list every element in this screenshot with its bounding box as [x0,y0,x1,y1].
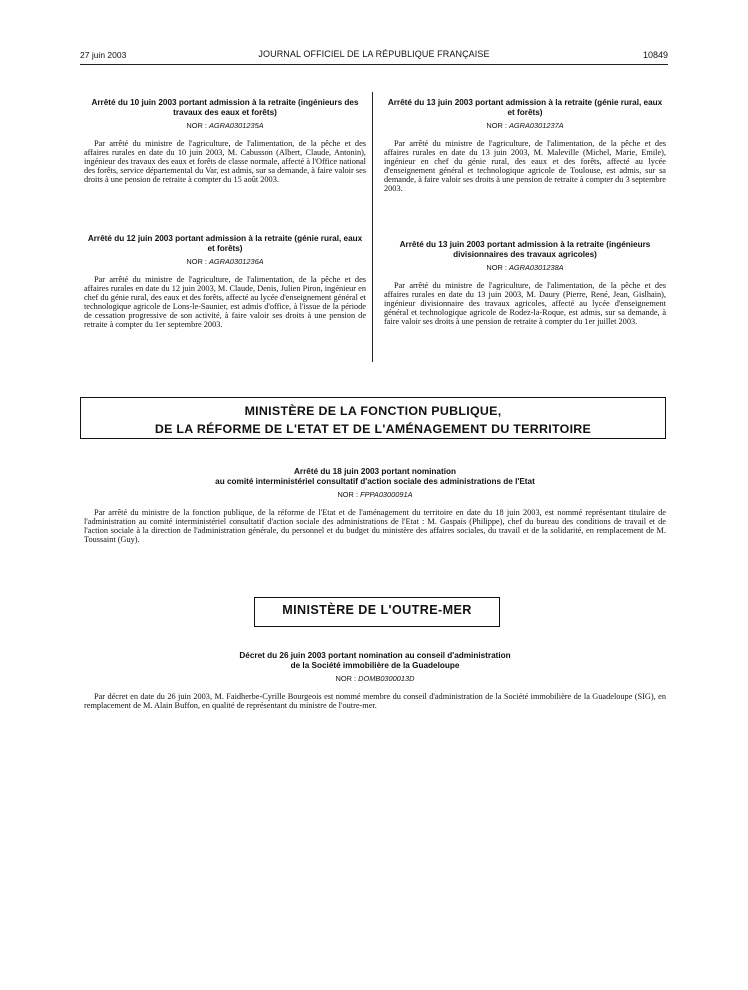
nor-code: FPPA0300091A [360,490,413,499]
article-title: Arrêté du 10 juin 2003 portant admission à la retraite (ingénieurs des travaux des eaux et forêts) [91,98,359,117]
article-title: Arrêté du 12 juin 2003 portant admission à la retraite (génie rural, eaux et forêts) [87,234,363,253]
nor-code: AGRA0301235A [208,121,264,130]
article-decret-guadeloupe [84,651,666,710]
article-title-line2: au comité interministériel consultatif d'action sociale des administrations de l'Etat [215,476,535,486]
article-left-1 [84,98,366,184]
article-body: Par arrêté du ministre de l'agriculture, de l'alimentation, de la pêche et des affaires rurales en date du 13 juin 2003, M. Daury (Pierre, René, Jean, Gislhain), ingénieur divisionnaire des travaux agricoles, affecté au lycée d'enseignement général et technologique agricole de Rodez-la-Roque, est admis, sur sa demande, à faire valoir ses droits à une pension de retraite à compter du 1er juillet 2003. [384,281,666,327]
article-body: Par arrêté du ministre de l'agriculture, de l'alimentation, de la pêche et des affaires rurales en date du 10 juin 2003, M. Cabusson (Albert, Claude, Antonin), ingénieur des travaux des eaux et forêts de classe normale, affecté à l'Office national des forêts, service départemental du Var, est admis, sur sa demande, à faire valoir ses droits à une pension de retraite à compter du 15 août 2003. [84,139,366,185]
header-rule [80,64,668,65]
nor-reference: NOR : DOMB0300013D [335,674,415,683]
article-left-2 [84,234,366,330]
nor-code: AGRA0301236A [208,257,264,266]
nor-reference: NOR : AGRA0301235A [186,121,264,130]
article-body: Par arrêté du ministre de la fonction publique, de la réforme de l'Etat et de l'aménagement du territoire en date du 18 juin 2003, est nommé représentant titulaire de l'administration au comité interministériel consultatif d'action sociale des administrations de l'Etat : M. Gaspais (Philippe), chef du bureau des conditions de travail et de l'action sociale à la direction de l'administration générale, du personnel et du budget du ministère des affaires sociales, du travail et de la solidarité, en remplacement de M. Toussaint (Guy). [84,508,666,545]
article-right-2 [384,240,666,326]
nor-code: DOMB0300013D [358,674,415,683]
nor-code: AGRA0301237A [508,121,564,130]
ministry-fonction-publique-heading [80,397,666,439]
journal-title: JOURNAL OFFICIEL DE LA RÉPUBLIQUE FRANÇAISE [258,49,490,59]
nor-code: AGRA0301238A [508,263,564,272]
nor-reference: NOR : AGRA0301237A [486,121,564,130]
ministry-heading-line2: DE LA RÉFORME DE L'ETAT ET DE L'AMÉNAGEMENT DU TERRITOIRE [154,422,592,436]
issue-date: 27 juin 2003 [80,50,127,60]
article-title-line2: de la Société immobilière de la Guadeloupe [290,660,460,670]
article-comite-action-sociale [84,467,666,544]
article-title-line1: Décret du 26 juin 2003 portant nomination au conseil d'administration [239,651,511,660]
ministry-outre-mer-heading: MINISTÈRE DE L'OUTRE-MER [254,597,500,627]
nor-reference: NOR : AGRA0301236A [186,257,264,266]
ministry-heading-line1: MINISTÈRE DE LA FONCTION PUBLIQUE, [244,404,502,418]
article-title: Arrêté du 13 juin 2003 portant admission à la retraite (génie rural, eaux et forêts) [387,98,663,117]
article-body: Par décret en date du 26 juin 2003, M. Faidherbe-Cyrille Bourgeois est nommé membre du conseil d'administration de la Société immobilière de la Guadeloupe (SIG), en remplacement de M. Alain Buffon, en qualité de représentant du ministre de l'outre-mer. [84,692,666,711]
nor-reference: NOR : FPPA0300091A [337,490,413,499]
article-body: Par arrêté du ministre de l'agriculture, de l'alimentation, de la pêche et des affaires rurales en date du 13 juin 2003, M. Maleville (Michel, Marie, Emile), ingénieur en chef du génie rural, des eaux et des forêts, affecté au lycée d'enseignement général et technologique agricole de Toulouse, est admis, sur sa demande, à faire valoir ses droits à une pension de retraite à compter du 3 septembre 2003. [384,139,666,194]
article-right-1 [384,98,666,194]
article-title-line1: Arrêté du 18 juin 2003 portant nomination [294,467,456,476]
nor-reference: NOR : AGRA0301238A [486,263,564,272]
page-header [80,46,668,62]
article-title: Arrêté du 13 juin 2003 portant admission à la retraite (ingénieurs divisionnaires des travaux agricoles) [399,240,651,259]
article-body: Par arrêté du ministre de l'agriculture, de l'alimentation, de la pêche et des affaires rurales en date du 12 juin 2003, M. Claude, Denis, Julien Piron, ingénieur en chef du génie rural, des eaux et des forêts, affecté au lycée d'enseignement général et technologique agricole de Lons-le-Saunier, est admis d'office, à l'issue de la période de cessation progressive de son activité, à faire valoir ses droits à une pension de retraite à compter du 1er septembre 2003. [84,275,366,330]
page-number: 10849 [642,50,668,60]
column-divider [372,92,373,362]
